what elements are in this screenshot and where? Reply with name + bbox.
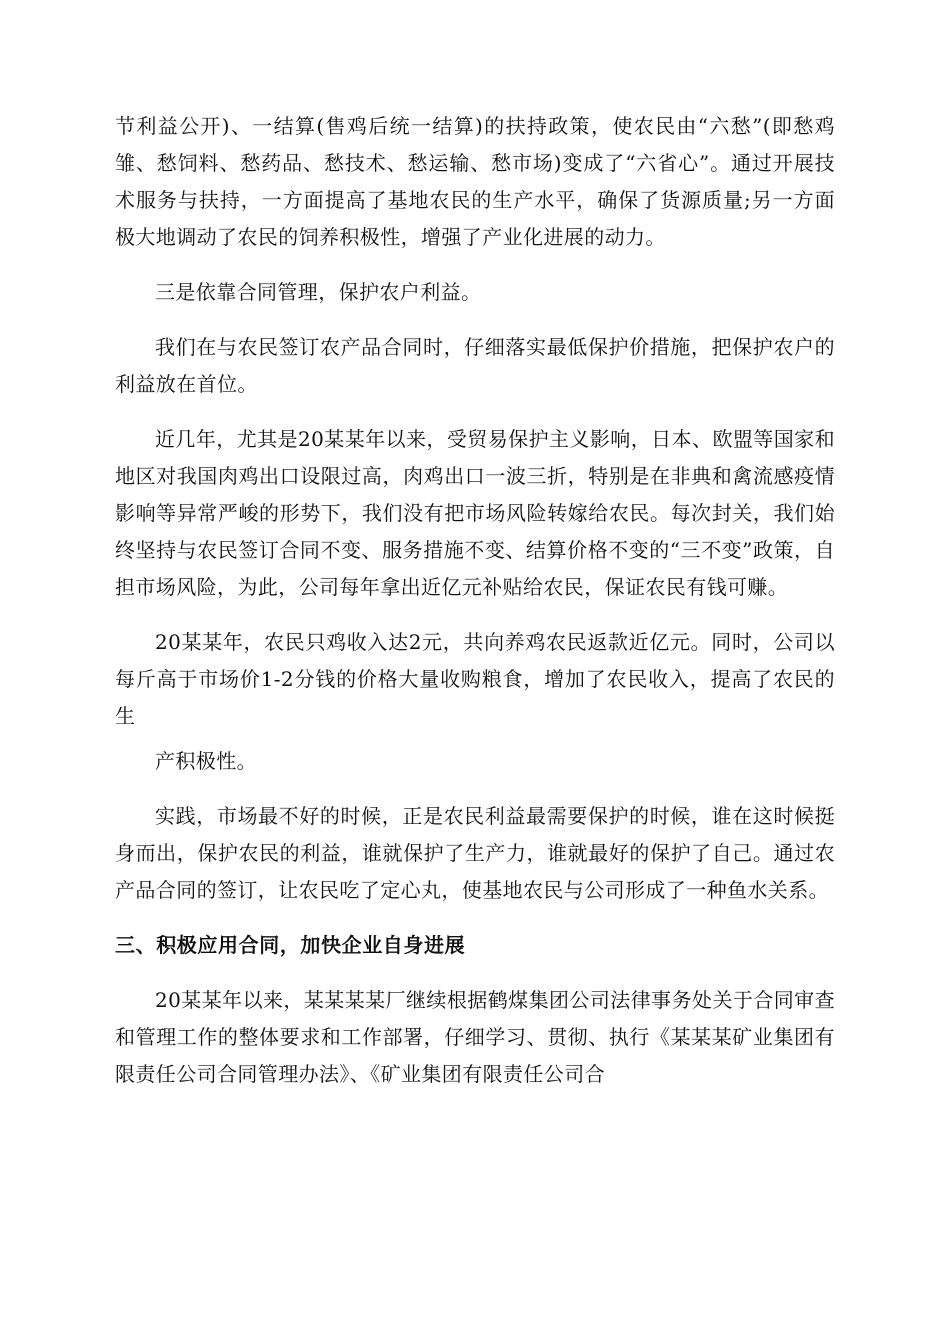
paragraph-production-enthusiasm-fragment: 产积极性。 (155, 749, 257, 773)
section-heading: 三、积极应用合同，加快企业自身进展 (115, 933, 466, 957)
paragraph-practice-summary: 实践，市场最不好的时候，正是农民利益最需要保护的时候，谁在这时候挺身而出，保护农民的利益，谁就保护了生产力，谁就最好的保护了自己。通过农产品合同的签订，让农民吃了定心丸，使基地农民与公司形成了一种鱼水关系。 (115, 804, 835, 902)
paragraph-minimum-price-protection: 我们在与农民签订农产品合同时，仔细落实最低保护价措施，把保护农户的利益放在首位。 (115, 335, 835, 396)
paragraph-income-and-grain-purchase: 20某某年，农民只鸡收入达2元，共向养鸡农民返款近亿元。同时，公司以每斤高于市场价1-2分钱的价格大量收购粮食，增加了农民收入，提高了农民的生 (115, 630, 835, 728)
paragraph-continued-support-policy: 节利益公开)、一结算(售鸡后统一结算)的扶持政策，使农民由“六愁”(即愁鸡雏、愁饲料、愁药品、愁技术、愁运输、愁市场)变成了“六省心”。通过开展技术服务与扶持，一方面提高了基地农民的生产水平，确保了货源质量;另一方面极大地调动了农民的饲养积极性，增强了产业化进展的动力。 (115, 114, 835, 249)
paragraph-market-risk-policy: 近几年，尤其是20某某年以来，受贸易保护主义影响，日本、欧盟等国家和地区对我国肉鸡出口设限过高，肉鸡出口一波三折，特别是在非典和禽流感疫情影响等异常严峻的形势下，我们没有把市场风险转嫁给农民。每次封关，我们始终坚持与农民签订合同不变、服务措施不变、结算价格不变的“三不变”政策，自担市场风险，为此，公司每年拿出近亿元补贴给农民，保证农民有钱可赚。 (115, 427, 835, 599)
paragraph-contract-work-implementation: 20某某年以来，某某某某厂继续根据鹤煤集团公司法律事务处关于合同审查和管理工作的整体要求和工作部署，仔细学习、贯彻、执行《某某某矿业集团有限责任公司合同管理办法》、《矿业集团有限责任公司合 (115, 988, 835, 1086)
paragraph-contract-management-point: 三是依靠合同管理，保护农户利益。 (155, 280, 482, 304)
document-body (115, 108, 835, 1111)
